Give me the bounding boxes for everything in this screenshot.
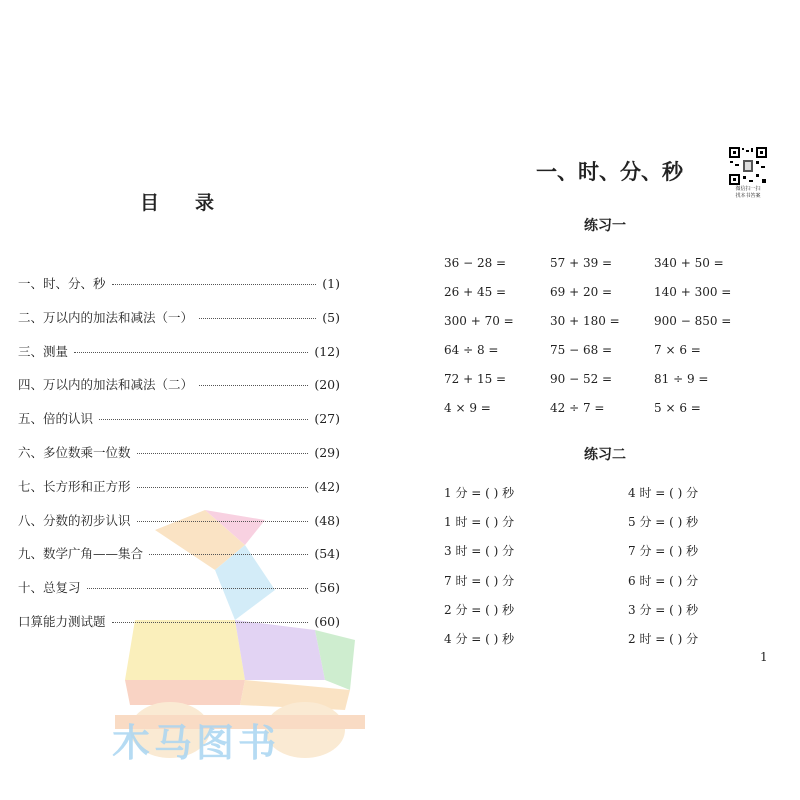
toc-leader-dots (199, 385, 308, 386)
toc-entry (18, 308, 340, 342)
problem-item: 1 时 = ( ) 分 (444, 515, 515, 530)
toc-leader-dots (74, 352, 308, 353)
toc-entry (18, 578, 340, 612)
toc-entry-label: 五、倍的认识 (18, 411, 94, 427)
toc-entry (18, 342, 340, 376)
problem-item: 2 时 = ( ) 分 (628, 631, 699, 646)
toc-entry-page: (20) (314, 377, 340, 393)
toc-entry-page: (27) (314, 411, 340, 427)
qr-caption-line: 微信扫一扫 (735, 186, 761, 192)
problem-item: 4 时 = ( ) 分 (628, 486, 699, 500)
toc-entry (18, 409, 340, 443)
exercise1-grid (444, 256, 774, 430)
problem-item: 90 − 52 = (550, 372, 613, 386)
problem-item: 26 + 45 = (444, 285, 507, 299)
problem-item: 4 × 9 = (444, 401, 491, 415)
toc-title: 目录 (140, 192, 251, 214)
problem-item: 42 ÷ 7 = (550, 401, 605, 415)
exercise2-grid (444, 484, 774, 659)
toc-entry-page: (12) (314, 343, 340, 359)
toc-leader-dots (149, 554, 308, 555)
problem-item: 3 时 = ( ) 分 (444, 544, 515, 559)
problem-item: 69 + 20 = (550, 285, 613, 299)
problem-item: 5 × 6 = (654, 401, 701, 415)
problem-item: 7 分 = ( ) 秒 (628, 544, 699, 559)
problem-item: 140 + 300 = (654, 285, 732, 299)
toc-entry-page: (48) (314, 512, 340, 528)
toc-entry-label: 三、测量 (18, 343, 69, 359)
right-page (400, 0, 800, 800)
problem-item: 340 + 50 = (654, 256, 724, 270)
toc-entry-page: (5) (322, 309, 340, 325)
toc-entry-page: (54) (314, 546, 340, 562)
toc-entry (18, 477, 340, 511)
toc-entry-label: 八、分数的初步认识 (18, 512, 131, 528)
problem-item: 5 分 = ( ) 秒 (628, 515, 699, 530)
problem-item: 7 时 = ( ) 分 (444, 573, 515, 588)
toc-entry (18, 612, 340, 646)
toc-entry-label: 二、万以内的加法和减法（一） (18, 309, 194, 325)
toc-entry (18, 511, 340, 545)
qr-caption (722, 186, 774, 200)
toc-leader-dots (99, 419, 308, 420)
toc-leader-dots (137, 453, 309, 454)
exercise2-title: 练习二 (584, 447, 626, 463)
toc-entry-page: (60) (314, 613, 340, 629)
problem-item: 2 分 = ( ) 秒 (444, 602, 515, 617)
toc-entry (18, 274, 340, 308)
toc-entry-label: 十、总复习 (18, 580, 81, 596)
toc-entry-label: 七、长方形和正方形 (18, 478, 131, 494)
problem-item: 57 + 39 = (550, 256, 613, 270)
problem-item: 36 − 28 = (444, 256, 507, 270)
toc-leader-dots (199, 318, 316, 319)
toc-leader-dots (112, 622, 309, 623)
problem-item: 64 ÷ 8 = (444, 343, 499, 357)
problem-item: 300 + 70 = (444, 314, 514, 328)
toc-entry-label: 一、时、分、秒 (18, 276, 106, 291)
toc-leader-dots (87, 588, 309, 589)
toc-leader-dots (137, 487, 309, 488)
toc-entry-page: (1) (322, 276, 340, 291)
toc-entry (18, 544, 340, 578)
toc-entry-page: (42) (314, 478, 340, 494)
qr-code-icon (728, 146, 768, 186)
toc-entry-label: 九、数学广角——集合 (18, 546, 144, 562)
toc-entry-page: (56) (314, 580, 340, 596)
problem-item: 7 × 6 = (654, 343, 701, 357)
problem-item: 1 分 = ( ) 秒 (444, 486, 515, 500)
problem-item: 6 时 = ( ) 分 (628, 573, 699, 588)
problem-item: 4 分 = ( ) 秒 (444, 631, 515, 646)
page-number: 1 (760, 650, 768, 664)
problem-item: 30 + 180 = (550, 314, 620, 328)
problem-item: 3 分 = ( ) 秒 (628, 602, 699, 617)
toc-entry-label: 四、万以内的加法和减法（二） (18, 377, 194, 393)
toc-entry (18, 443, 340, 477)
exercise1-title: 练习一 (584, 218, 626, 234)
toc-entry-page: (29) (314, 444, 340, 460)
problem-item: 81 ÷ 9 = (654, 372, 709, 386)
toc-entry-label: 六、多位数乘一位数 (18, 444, 131, 460)
toc-entry (18, 375, 340, 409)
toc-entry-label: 口算能力测试题 (18, 613, 106, 629)
problem-item: 75 − 68 = (550, 343, 613, 357)
qr-caption-line: 找本书答案 (735, 193, 761, 199)
chapter-title: 一、时、分、秒 (536, 160, 683, 184)
toc-leader-dots (137, 521, 309, 522)
table-of-contents (18, 274, 340, 646)
problem-item: 72 + 15 = (444, 372, 507, 386)
problem-item: 900 − 850 = (654, 314, 732, 328)
watermark-text: 木马图书 (112, 721, 281, 765)
toc-leader-dots (112, 284, 317, 285)
